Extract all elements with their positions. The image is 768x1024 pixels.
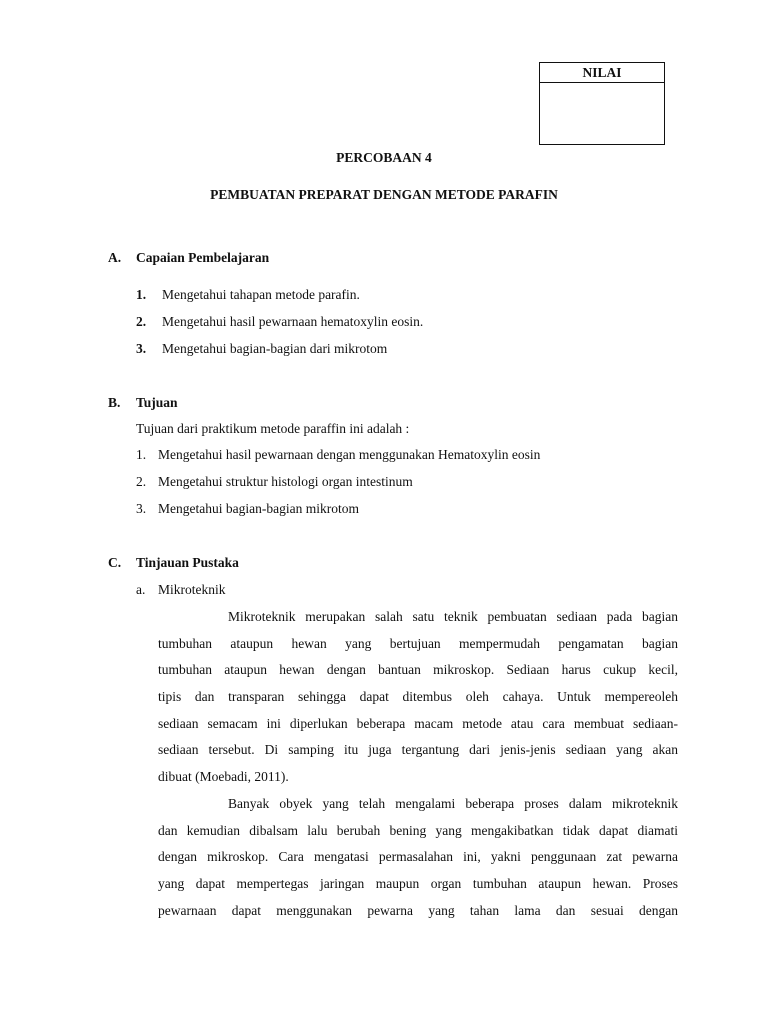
paragraph-2-line: pewarnaan dapat menggunakan pewarna yang tahan lama dan sesuai dengan (158, 903, 678, 918)
section-a-item-3-number: 3. (136, 341, 147, 356)
section-b-heading: Tujuan (136, 395, 178, 410)
score-box (539, 62, 665, 145)
section-b-item-2-number: 2. (136, 474, 147, 489)
paragraph-2-line: dan kemudian dibalsam lalu berubah bening yang mengakibatkan tidak dapat diamati (158, 823, 678, 838)
document-title: PEMBUATAN PREPARAT DENGAN METODE PARAFIN (210, 187, 558, 202)
section-a-letter: A. (108, 250, 122, 265)
section-b-item-3-text: Mengetahui bagian-bagian mikrotom (158, 501, 359, 516)
section-b-item-1-number: 1. (136, 447, 147, 462)
section-b-intro: Tujuan dari praktikum metode paraffin ini adalah : (136, 421, 410, 436)
paragraph-1-line: sediaan tersebut. Di samping itu juga tergantung dari jenis-jenis sediaan yang akan (158, 742, 678, 757)
section-a-item-2-number: 2. (136, 314, 147, 329)
section-a-item-1-number: 1. (136, 287, 147, 302)
paragraph-2-line: yang dapat mempertegas jaringan maupun organ tumbuhan ataupun hewan. Proses (158, 876, 678, 891)
subsection-a-heading: Mikroteknik (158, 582, 226, 597)
section-b-item-3-number: 3. (136, 501, 147, 516)
section-a-heading: Capaian Pembelajaran (136, 250, 270, 265)
paragraph-2-line: Banyak obyek yang telah mengalami beberapa proses dalam mikroteknik (228, 796, 678, 811)
section-c-letter: C. (108, 555, 122, 570)
section-b-letter: B. (108, 395, 121, 410)
paragraph-1-line: Mikroteknik merupakan salah satu teknik pembuatan sediaan pada bagian (228, 609, 678, 624)
paragraph-1-line: tumbuhan ataupun hewan dengan bantuan mikroskop. Sediaan harus cukup kecil, (158, 662, 678, 677)
section-a-item-2-text: Mengetahui hasil pewarnaan hematoxylin eosin. (162, 314, 424, 329)
section-c-heading: Tinjauan Pustaka (136, 555, 239, 570)
section-b-item-2-text: Mengetahui struktur histologi organ intestinum (158, 474, 413, 489)
paragraph-1-line: sediaan semacam ini diperlukan beberapa macam metode atau cara membuat sediaan- (158, 716, 678, 731)
subsection-a-letter: a. (136, 582, 146, 597)
experiment-number: PERCOBAAN 4 (336, 150, 432, 165)
paragraph-2-line: dengan mikroskop. Cara mengatasi permasalahan ini, yakni penggunaan zat pewarna (158, 849, 678, 864)
score-box-label: NILAI (540, 63, 664, 83)
paragraph-1-line: tipis dan transparan sehingga dapat ditembus oleh cahaya. Untuk mempereoleh (158, 689, 678, 704)
section-a-item-3-text: Mengetahui bagian-bagian dari mikrotom (162, 341, 388, 356)
section-a-item-1-text: Mengetahui tahapan metode parafin. (162, 287, 360, 302)
paragraph-1-line: dibuat (Moebadi, 2011). (158, 769, 289, 784)
section-b-item-1-text: Mengetahui hasil pewarnaan dengan menggunakan Hematoxylin eosin (158, 447, 541, 462)
paragraph-1-line: tumbuhan ataupun hewan yang bertujuan mempermudah pengamatan bagian (158, 636, 678, 651)
